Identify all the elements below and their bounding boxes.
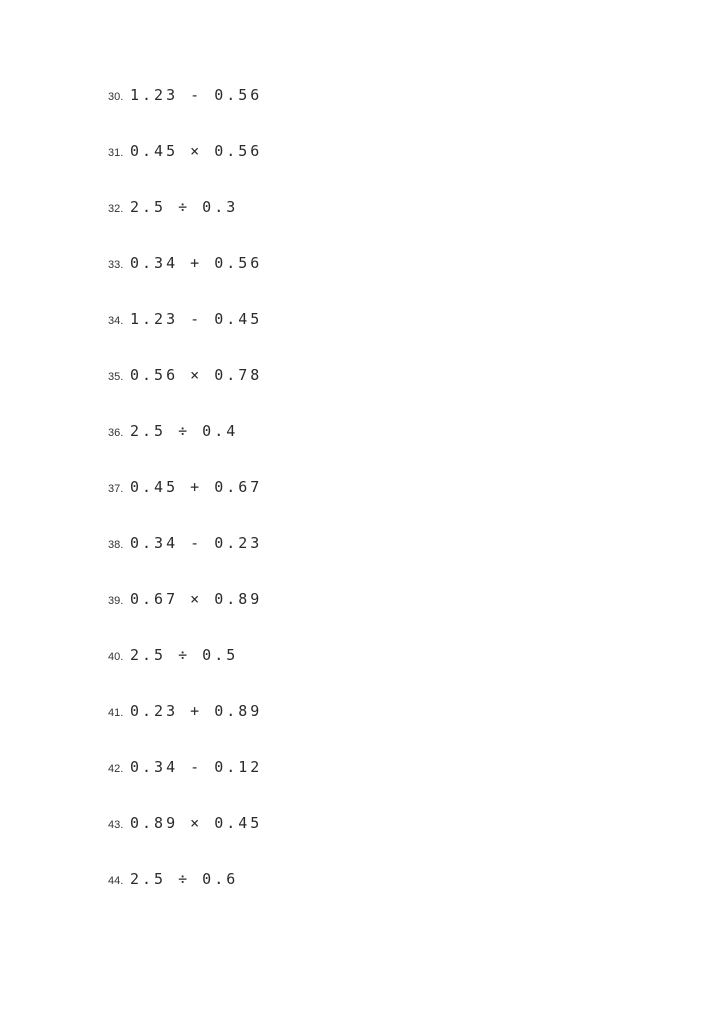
problem-item xyxy=(108,814,262,870)
problem-number: 44. xyxy=(108,875,124,887)
problem-expression: 0.45 + 0.67 xyxy=(130,478,263,496)
problem-number: 30. xyxy=(108,91,124,103)
problem-number: 41. xyxy=(108,707,124,719)
problem-number: 37. xyxy=(108,483,124,495)
problem-number: 32. xyxy=(108,203,124,215)
problem-expression: 0.89 × 0.45 xyxy=(130,814,263,832)
problem-expression: 2.5 ÷ 0.4 xyxy=(130,422,239,440)
problem-number: 38. xyxy=(108,539,124,551)
problem-item xyxy=(108,198,262,254)
problem-number: 35. xyxy=(108,371,124,383)
problem-list xyxy=(108,86,262,926)
problem-item xyxy=(108,702,262,758)
problem-expression: 0.23 + 0.89 xyxy=(130,702,263,720)
problem-item xyxy=(108,142,262,198)
problem-number: 31. xyxy=(108,147,124,159)
problem-expression: 1.23 - 0.45 xyxy=(130,310,263,328)
problem-expression: 1.23 - 0.56 xyxy=(130,86,263,104)
problem-item xyxy=(108,534,262,590)
problem-expression: 2.5 ÷ 0.5 xyxy=(130,646,239,664)
problem-expression: 0.45 × 0.56 xyxy=(130,142,263,160)
problem-item xyxy=(108,646,262,702)
problem-number: 42. xyxy=(108,763,124,775)
problem-expression: 0.34 - 0.12 xyxy=(130,758,263,776)
problem-number: 40. xyxy=(108,651,124,663)
problem-expression: 0.67 × 0.89 xyxy=(130,590,263,608)
problem-number: 39. xyxy=(108,595,124,607)
problem-number: 34. xyxy=(108,315,124,327)
problem-item xyxy=(108,254,262,310)
problem-expression: 0.56 × 0.78 xyxy=(130,366,263,384)
problem-expression: 0.34 + 0.56 xyxy=(130,254,263,272)
problem-number: 36. xyxy=(108,427,124,439)
problem-item xyxy=(108,366,262,422)
problem-item xyxy=(108,758,262,814)
problem-expression: 2.5 ÷ 0.3 xyxy=(130,198,239,216)
problem-item xyxy=(108,310,262,366)
problem-expression: 0.34 - 0.23 xyxy=(130,534,263,552)
problem-number: 33. xyxy=(108,259,124,271)
problem-number: 43. xyxy=(108,819,124,831)
problem-item xyxy=(108,422,262,478)
problem-item xyxy=(108,86,262,142)
problem-item xyxy=(108,590,262,646)
problem-item xyxy=(108,478,262,534)
problem-item xyxy=(108,870,262,926)
problem-expression: 2.5 ÷ 0.6 xyxy=(130,870,239,888)
